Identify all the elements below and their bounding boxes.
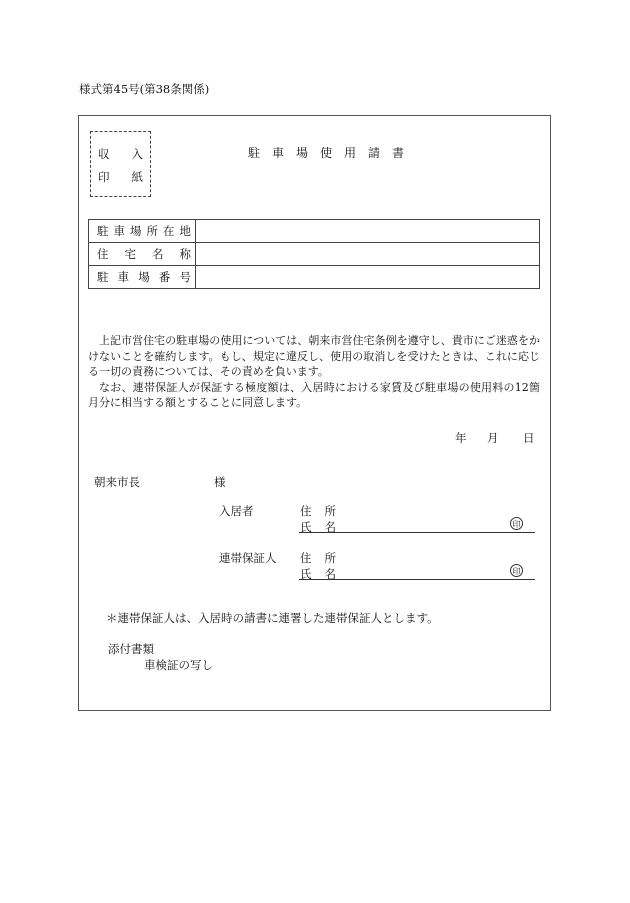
label-char: 駐 [97, 270, 109, 284]
guarantee-paragraph: なお、連帯保証人が保証する極度額は、入居時における家賃及び駐車場の使用料の12箇月分に相当する額とすることに同意します。 [88, 380, 540, 409]
stamp-char: 紙 [131, 170, 143, 184]
label-char: 所 [146, 224, 158, 238]
parking-location-label [89, 220, 196, 243]
stamp-char: 印 [98, 170, 110, 184]
resident-name-line[interactable] [299, 532, 535, 533]
housing-name-label [89, 243, 196, 266]
label-char: 住 [300, 504, 312, 518]
label-char: 在 [163, 224, 175, 238]
parking-info-table [88, 219, 540, 289]
attachment-item: 車検証の写し [144, 658, 213, 672]
label-char: 地 [179, 224, 191, 238]
label-char: 車 [113, 224, 125, 238]
guarantor-label: 連帯保証人 [219, 551, 277, 565]
guarantor-seal-mark: 印 [510, 564, 523, 577]
label-char: 号 [179, 270, 191, 284]
pledge-paragraph: 上記市営住宅の駐車場の使用については、朝来市営住宅条例を遵守し、貴市にご迷惑をかけないことを確約します。もし、規定に違反し、使用の取消しを受けたときは、これに応じる一切の責務については、その責めを負います。 [88, 334, 540, 378]
label-char: 住 [300, 551, 312, 565]
form-number: 様式第45号(第38条関係) [79, 82, 210, 96]
label-char: 住 [97, 247, 109, 261]
table-row [89, 220, 540, 243]
date-month: 月 [487, 431, 499, 445]
guarantor-note: ＊連帯保証人は、入居時の請書に連署した連帯保証人とします。 [106, 611, 439, 625]
label-char: 場 [138, 270, 150, 284]
label-char: 氏 [300, 567, 312, 581]
resident-address-label [300, 503, 336, 519]
table-row [89, 243, 540, 266]
pledge-text [88, 333, 540, 411]
parking-number-field[interactable] [196, 266, 540, 289]
honorific: 様 [214, 475, 226, 489]
guarantor-name-line[interactable] [299, 579, 535, 580]
addressee: 朝来市長 [94, 475, 140, 489]
label-char: 宅 [124, 247, 136, 261]
label-char: 所 [324, 551, 336, 565]
housing-name-field[interactable] [196, 243, 540, 266]
revenue-stamp-box [90, 131, 151, 197]
label-char: 名 [324, 520, 336, 534]
label-char: 名 [152, 247, 164, 261]
label-char: 称 [179, 247, 191, 261]
document-title: 駐車場使用請書 [248, 146, 417, 160]
date-year: 年 [455, 431, 467, 445]
resident-seal-mark: 印 [510, 517, 523, 530]
parking-location-field[interactable] [196, 220, 540, 243]
stamp-char: 入 [131, 147, 143, 161]
label-char: 駐 [97, 224, 109, 238]
stamp-char: 収 [98, 147, 110, 161]
resident-label: 入居者 [219, 504, 254, 518]
guarantor-address-label [300, 550, 336, 566]
label-char: 場 [130, 224, 142, 238]
date-day: 日 [523, 431, 535, 445]
table-row [89, 266, 540, 289]
label-char: 氏 [300, 520, 312, 534]
label-char: 名 [324, 567, 336, 581]
label-char: 車 [117, 270, 130, 284]
attachments-heading: 添付書類 [108, 642, 154, 656]
parking-number-label [89, 266, 196, 289]
label-char: 所 [324, 504, 336, 518]
label-char: 番 [158, 270, 171, 284]
